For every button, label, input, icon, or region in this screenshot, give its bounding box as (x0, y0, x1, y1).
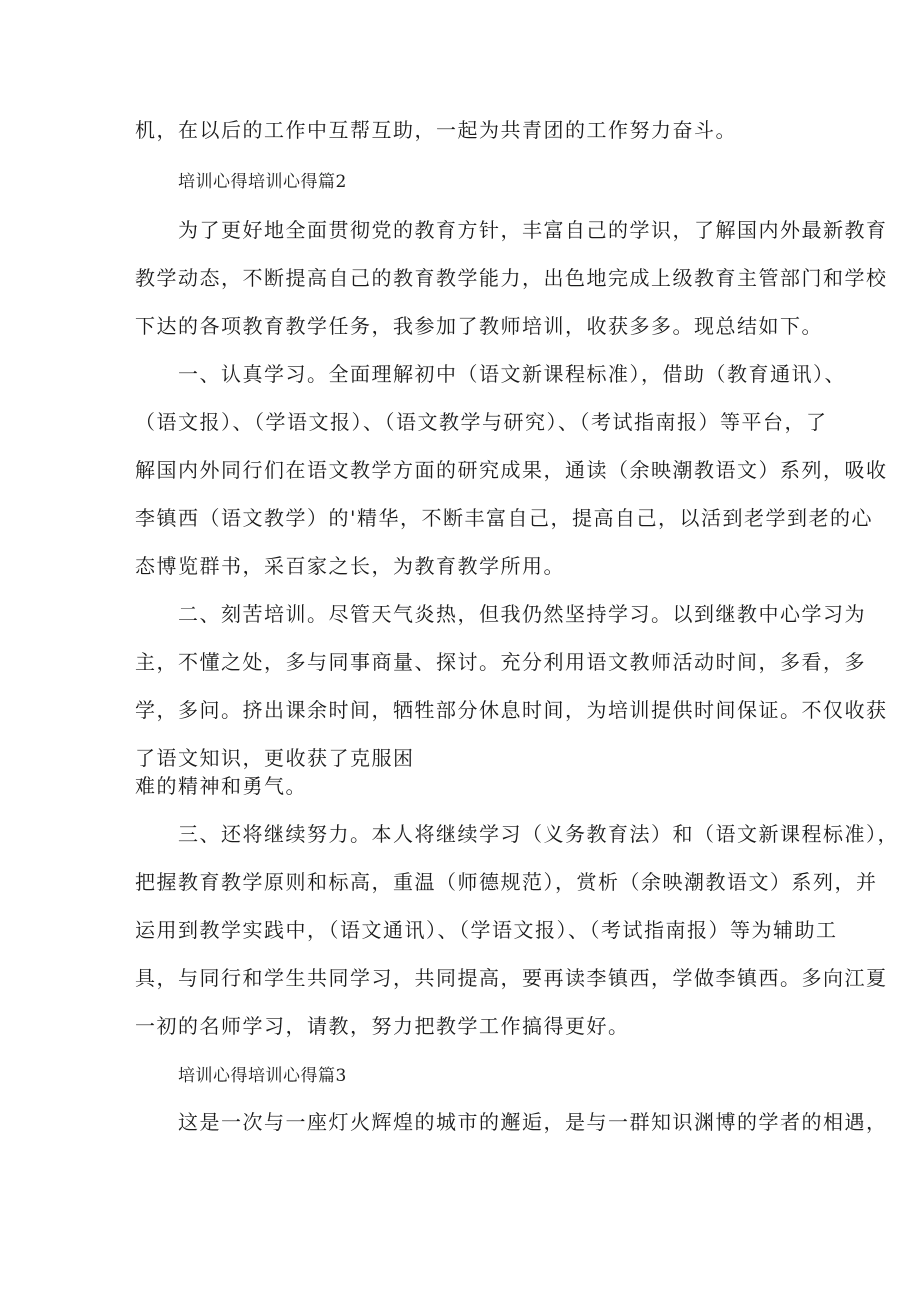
paragraph-line: 态博览群书，采百家之长，为教育教学所用。 (135, 554, 565, 578)
paragraph-line: 为了更好地全面贯彻党的教育方针，丰富自己的学识，了解国内外最新教育 (178, 218, 888, 242)
paragraph-line: 一、认真学习。全面理解初中（语文新课程标准），借助（教育通讯）、 (178, 362, 846, 386)
paragraph-line: 这是一次与一座灯火辉煌的城市的邂逅，是与一群知识渊博的学者的相遇， (178, 1110, 888, 1134)
paragraph-line: 运用到教学实践中，（语文通讯）、（学语文报）、（考试指南报）等为辅助工 (135, 918, 838, 942)
paragraph-line: 把握教育教学原则和标高，重温（师德规范），赏析（余映潮教语文）系列，并 (135, 870, 878, 894)
paragraph-line: 李镇西（语文教学）的'精华，不断丰富自己，提高自己，以活到老学到老的心 (135, 506, 873, 530)
paragraph-line: 下达的各项教育教学任务，我参加了教师培训，收获多多。现总结如下。 (135, 314, 823, 338)
paragraph-line: 解国内外同行们在语文教学方面的研究成果，通读（余映潮教语文）系列，吸收 (135, 458, 888, 482)
paragraph-line: 了语文知识，更收获了克服困 (135, 746, 415, 770)
paragraph-line: （语文报）、（学语文报）、（语文教学与研究）、（考试指南报）等平台，了 (135, 410, 828, 434)
paragraph-line: 三、还将继续努力。本人将继续学习（义务教育法）和（语文新课程标准）， (178, 822, 899, 846)
paragraph-line: 教学动态，不断提高自己的教育教学能力，出色地完成上级教育主管部门和学校 (135, 266, 888, 290)
paragraph-line: 二、刻苦培训。尽管天气炎热，但我仍然坚持学习。以到继教中心学习为 (178, 602, 866, 626)
paragraph-line: 机，在以后的工作中互帮互助，一起为共青团的工作努力奋斗。 (135, 118, 737, 142)
paragraph-line: 主，不懂之处，多与同事商量、探讨。充分利用语文教师活动时间，多看，多 (135, 650, 866, 674)
section-heading-3: 培训心得培训心得篇3 (178, 1066, 347, 1086)
paragraph-line: 难的精神和勇气。 (135, 774, 307, 798)
paragraph-line: 学，多问。挤出课余时间，牺牲部分休息时间，为培训提供时间保证。不仅收获 (135, 698, 888, 722)
paragraph-line: 一初的名师学习，请教，努力把教学工作搞得更好。 (135, 1014, 630, 1038)
paragraph-line: 具，与同行和学生共同学习，共同提高，要再读李镇西，学做李镇西。多向江夏 (135, 966, 888, 990)
section-heading-2: 培训心得培训心得篇2 (178, 172, 347, 192)
